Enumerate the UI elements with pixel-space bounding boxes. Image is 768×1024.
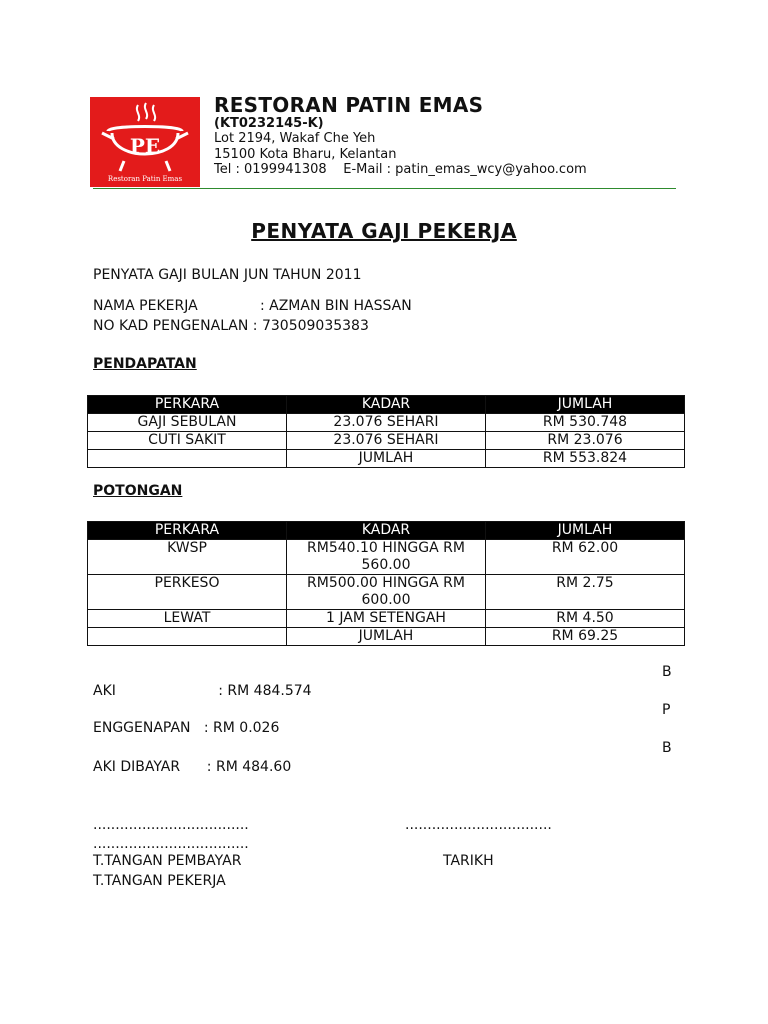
table-row <box>88 432 685 450</box>
table-cell: RM 530.748 <box>486 414 685 432</box>
worker-signature-label: T.TANGAN PEKERJA <box>93 873 226 889</box>
table-cell: 23.076 SEHARI <box>287 414 486 432</box>
signature-dots-payer: ................................... <box>93 817 249 833</box>
table-header-row <box>88 522 685 540</box>
table-cell: RM 62.00 <box>486 540 685 575</box>
soup-pot-icon <box>90 97 200 187</box>
signature-dots-worker: ................................... <box>93 836 249 852</box>
employee-name: NAMA PEKERJA : AZMAN BIN HASSAN <box>93 298 412 314</box>
earnings-table <box>87 395 685 468</box>
earnings-heading: PENDAPATAN <box>93 356 197 372</box>
column-header: PERKARA <box>88 396 287 414</box>
rounding-line: ENGGENAPAN : RM 0.026 <box>93 720 280 736</box>
employee-ic: NO KAD PENGENALAN : 730509035383 <box>93 318 369 334</box>
table-cell: GAJI SEBULAN <box>88 414 287 432</box>
net-paid-line: AKI DIBAYAR : RM 484.60 <box>93 759 292 775</box>
margin-letter: P <box>662 702 671 718</box>
table-cell: RM 2.75 <box>486 575 685 610</box>
table-row <box>88 540 685 575</box>
table-cell: RM540.10 HINGGA RM 560.00 <box>287 540 486 575</box>
address-line-1: Lot 2194, Wakaf Che Yeh <box>214 131 376 146</box>
logo-caption: Restoran Patin Emas <box>107 175 183 183</box>
table-cell: 1 JAM SETENGAH <box>287 610 486 628</box>
table-cell: RM 553.824 <box>486 450 685 468</box>
column-header: KADAR <box>287 396 486 414</box>
table-cell: JUMLAH <box>287 628 486 646</box>
column-header: JUMLAH <box>486 396 685 414</box>
margin-letter: B <box>662 740 672 756</box>
contact-line: Tel : 0199941308 E-Mail : patin_emas_wcy@yahoo.com <box>214 162 587 177</box>
table-cell: JUMLAH <box>287 450 486 468</box>
table-cell: RM 69.25 <box>486 628 685 646</box>
date-label: TARIKH <box>443 853 494 869</box>
table-row <box>88 575 685 610</box>
company-name: RESTORAN PATIN EMAS <box>214 93 484 117</box>
margin-letter: B <box>662 664 672 680</box>
company-registration: (KT0232145-K) <box>214 116 324 131</box>
table-cell <box>88 450 287 468</box>
column-header: KADAR <box>287 522 486 540</box>
table-total-row <box>88 450 685 468</box>
pay-period: PENYATA GAJI BULAN JUN TAHUN 2011 <box>93 267 362 283</box>
table-cell: RM 23.076 <box>486 432 685 450</box>
table-total-row <box>88 628 685 646</box>
payer-signature-label: T.TANGAN PEMBAYAR <box>93 853 242 869</box>
table-cell: RM 4.50 <box>486 610 685 628</box>
table-cell: LEWAT <box>88 610 287 628</box>
table-cell: CUTI SAKIT <box>88 432 287 450</box>
table-cell: KWSP <box>88 540 287 575</box>
table-row <box>88 414 685 432</box>
header-divider <box>93 188 676 189</box>
company-logo <box>90 97 200 187</box>
table-row <box>88 610 685 628</box>
svg-text:PE: PE <box>129 134 161 158</box>
table-cell: 23.076 SEHARI <box>287 432 486 450</box>
deductions-heading: POTONGAN <box>93 483 183 499</box>
column-header: JUMLAH <box>486 522 685 540</box>
document-title: PENYATA GAJI PEKERJA <box>251 219 517 243</box>
table-cell: RM500.00 HINGGA RM 600.00 <box>287 575 486 610</box>
deductions-table <box>87 521 685 646</box>
column-header: PERKARA <box>88 522 287 540</box>
table-cell <box>88 628 287 646</box>
table-cell: PERKESO <box>88 575 287 610</box>
address-line-2: 15100 Kota Bharu, Kelantan <box>214 147 397 162</box>
signature-dots-date: ................................. <box>405 817 552 833</box>
table-header-row <box>88 396 685 414</box>
balance-line: AKI : RM 484.574 <box>93 683 312 699</box>
